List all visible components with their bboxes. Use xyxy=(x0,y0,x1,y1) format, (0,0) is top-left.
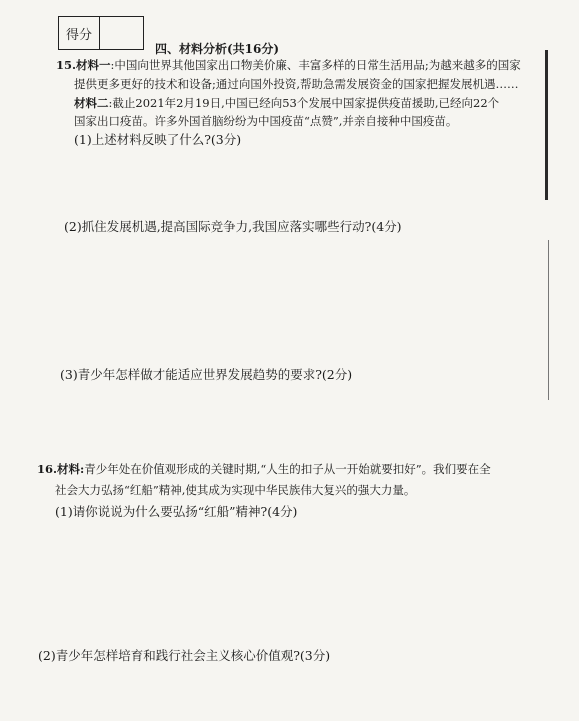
q15-material2-label: 材料二 xyxy=(74,96,109,110)
q16-material-line2: 社会大力弘扬“红船”精神,使其成为实现中华民族伟大复兴的强大力量。 xyxy=(55,483,416,497)
section-title: 四、材料分析(共16分) xyxy=(155,42,280,56)
q15-subquestion-3: (3)青少年怎样做才能适应世界发展趋势的要求?(2分) xyxy=(60,367,353,382)
q16-material-line1 xyxy=(37,462,491,476)
page-edge-line xyxy=(545,50,548,200)
q15-material2-text: :截止2021年2月19日,中国已经向53个发展中国家提供疫苗援助,已经向22个 xyxy=(108,96,500,110)
q15-material2-line1 xyxy=(74,96,499,110)
page-edge-line xyxy=(548,240,549,400)
q15-material1-line2: 提供更多更好的技术和设备;通过向国外投资,帮助急需发展资金的国家把握发展机遇…… xyxy=(74,77,519,91)
q15-material1-label: 材料一 xyxy=(76,58,111,72)
q15-subquestion-1: (1)上述材料反映了什么?(3分) xyxy=(74,132,242,147)
q16-subquestion-1: (1)请你说说为什么要弘扬“红船”精神?(4分) xyxy=(55,504,298,519)
score-label: 得分 xyxy=(59,17,100,49)
q15-subquestion-2: (2)抓住发展机遇,提高国际竞争力,我国应落实哪些行动?(4分) xyxy=(64,219,402,234)
q16-material-text: 青少年处在价值观形成的关键时期,“人生的扣子从一开始就要扣好”。我们要在全 xyxy=(84,462,491,476)
q15-material2-line2: 国家出口疫苗。许多外国首脑纷纷为中国疫苗“点赞”,并亲自接种中国疫苗。 xyxy=(74,114,458,128)
score-box xyxy=(58,16,144,50)
q15-material1-text: :中国向世界其他国家出口物美价廉、丰富多样的日常生活用品;为越来越多的国家 xyxy=(110,58,521,72)
q16-number-label: 16.材料: xyxy=(37,462,85,476)
score-value-field xyxy=(100,17,143,49)
q15-material1-line1 xyxy=(56,58,521,72)
q16-subquestion-2: (2)青少年怎样培育和践行社会主义核心价值观?(3分) xyxy=(38,648,331,663)
q15-number: 15. xyxy=(56,58,77,72)
